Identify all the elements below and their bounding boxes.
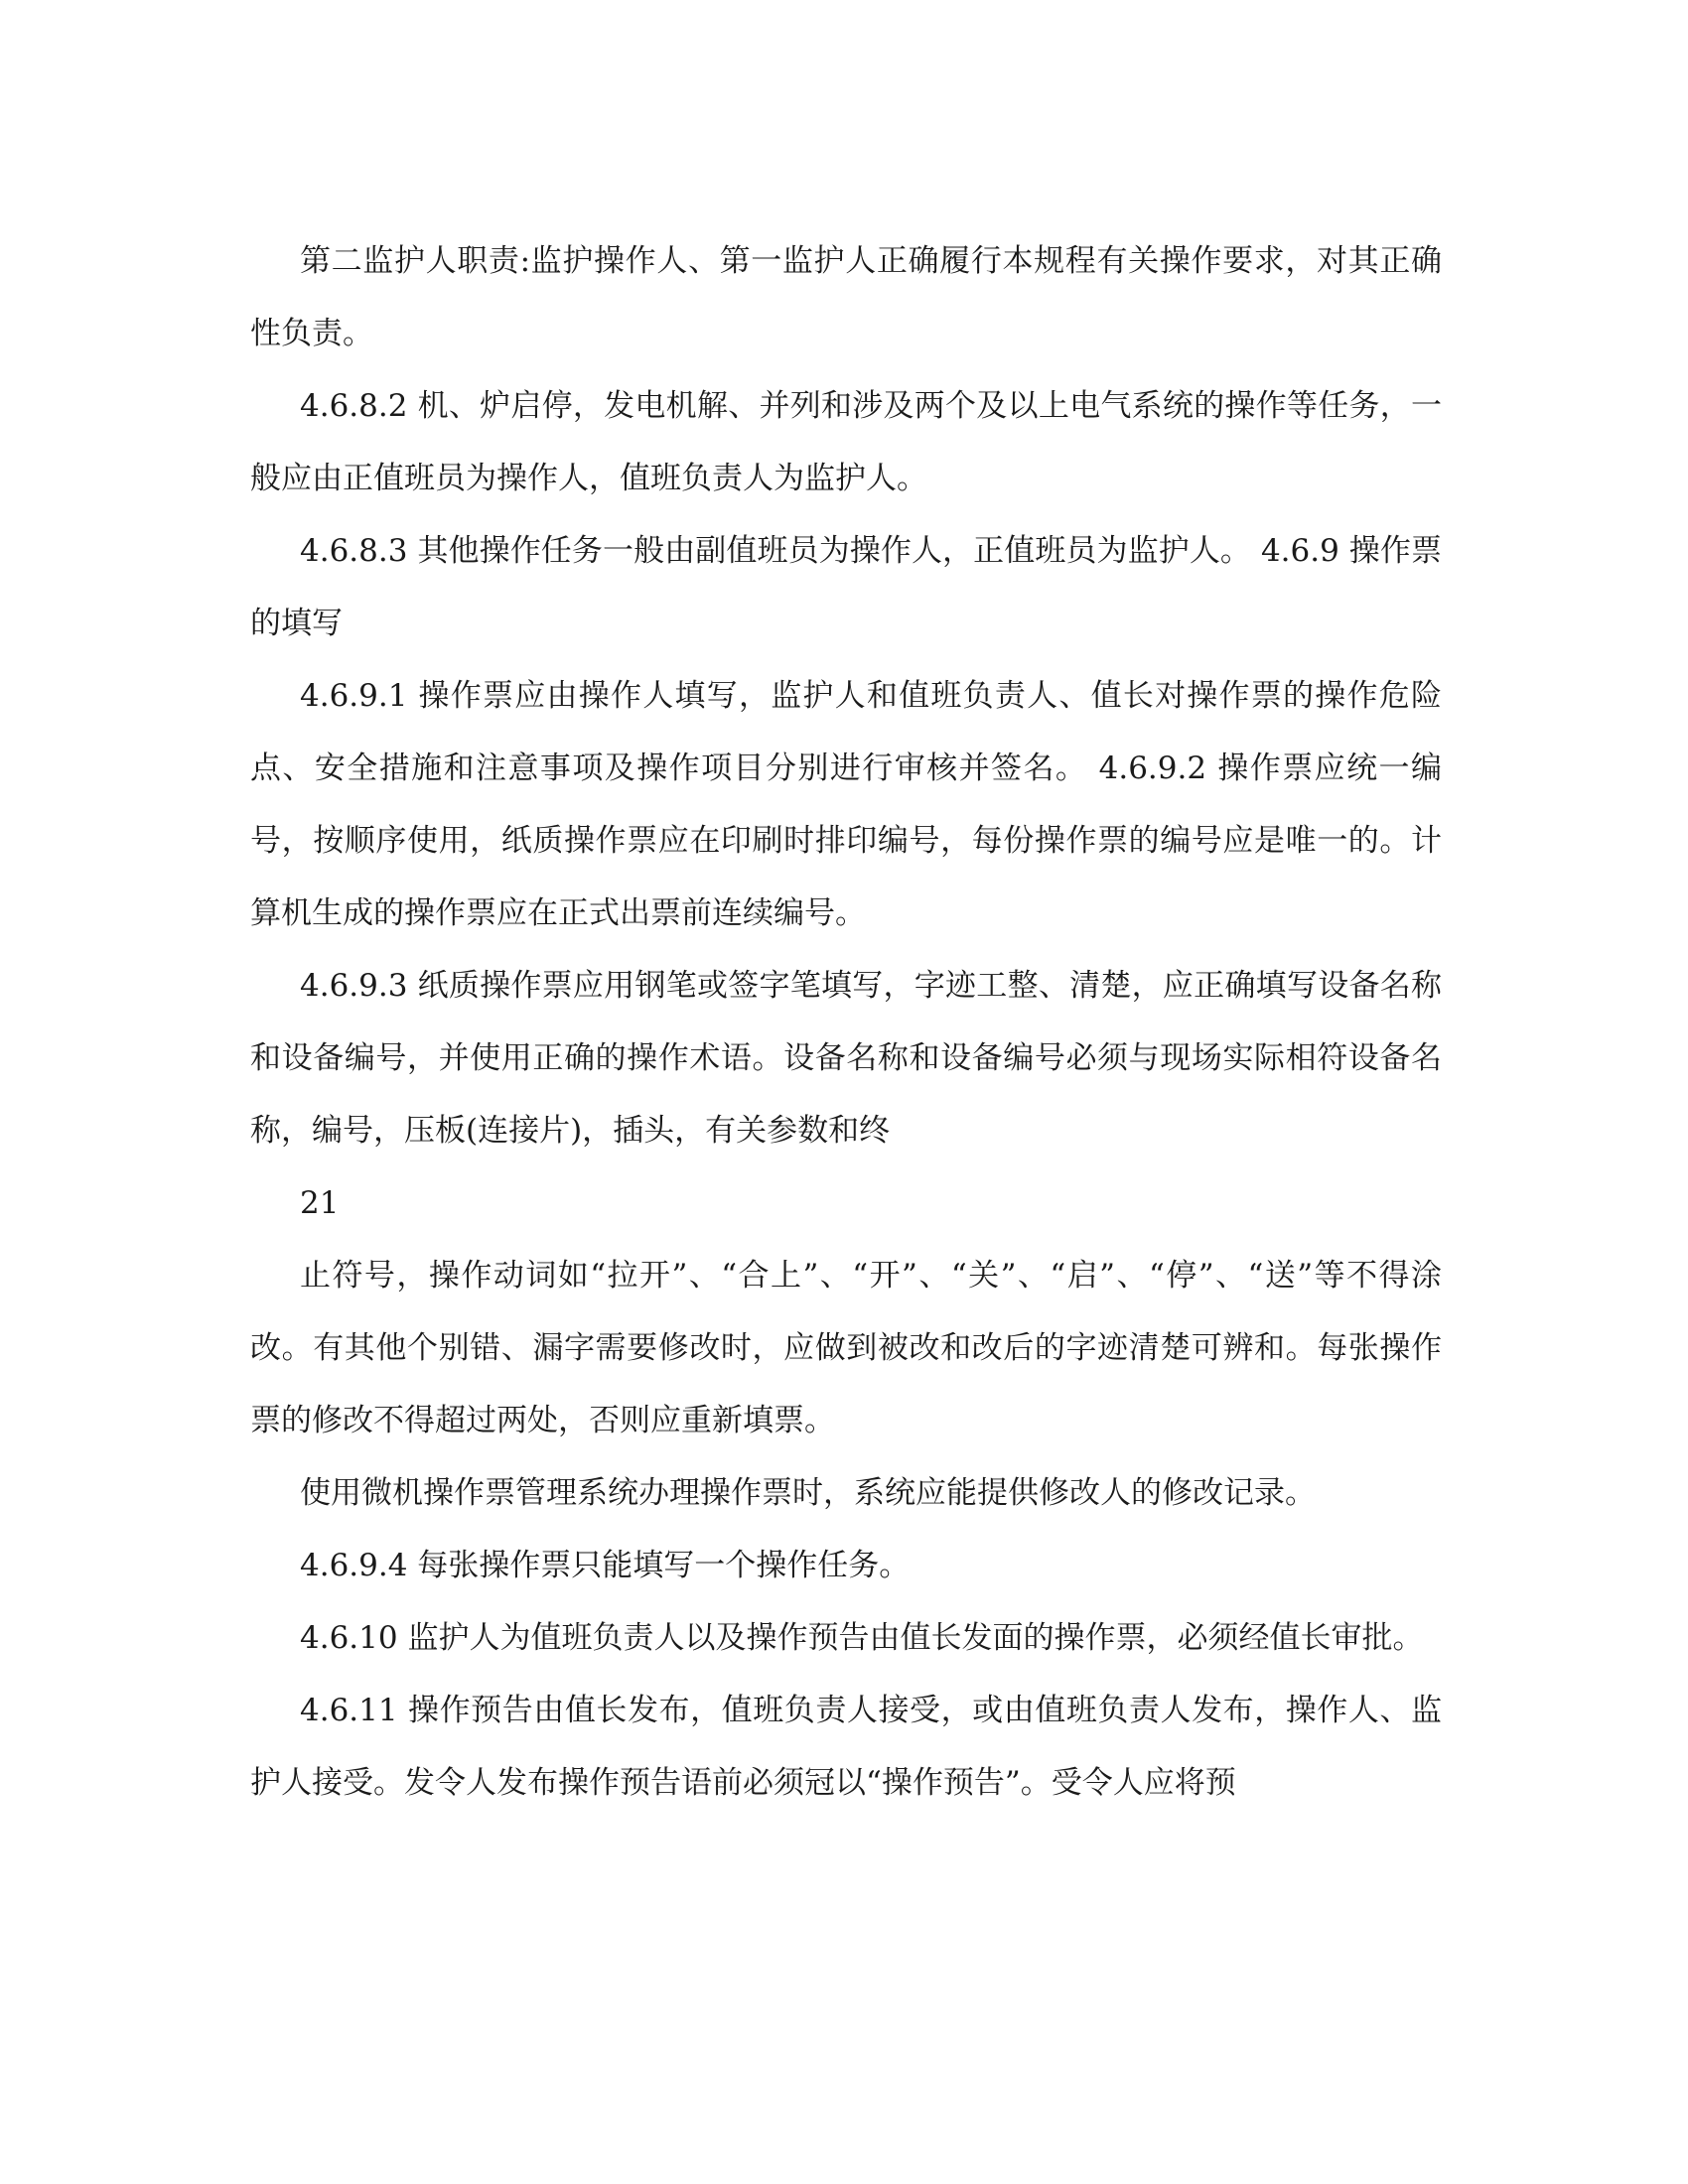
paragraph-4-6-10: 4.6.10 监护人为值班负责人以及操作预告由值长发面的操作票，必须经值长审批。 [300,1620,1424,1656]
paragraph-4-6-9-4: 4.6.9.4 每张操作票只能填写一个操作任务。 [300,1548,911,1583]
paragraph-4-6-8-3: 4.6.8.3 其他操作任务一般由副值班员为操作人，正值班员为监护人。 4.6.9 操作票的填写 [250,533,1442,641]
page-number: 21 [300,1185,340,1221]
paragraph-4-6-9-3: 4.6.9.3 纸质操作票应用钢笔或签字笔填写，字迹工整、清楚，应正确填写设备名称和设备编号，并使用正确的操作术语。设备名称和设备编号必须与现场实际相符设备名称，编号，压板(连接片)，插头，有关参数和终 [250,968,1442,1149]
paragraph-computer-ticket-system: 使用微机操作票管理系统办理操作票时，系统应能提供修改人的修改记录。 [300,1475,1316,1511]
paragraph-4-6-8-2: 4.6.8.2 机、炉启停，发电机解、并列和涉及两个及以上电气系统的操作等任务，一般应由正值班员为操作人，值班负责人为监护人。 [250,388,1442,496]
document-body [250,225,1442,1820]
paragraph-4-6-11: 4.6.11 操作预告由值长发布，值班负责人接受，或由值班负责人发布，操作人、监护人接受。发令人发布操作预告语前必须冠以“操作预告”。受令人应将预 [250,1693,1442,1801]
paragraph-4-6-9-1: 4.6.9.1 操作票应由操作人填写，监护人和值班负责人、值长对操作票的操作危险点、安全措施和注意事项及操作项目分别进行审核并签名。 4.6.9.2 操作票应统一编号，按顺序使用，纸质操作票应在印刷时排印编号，每份操作票的编号应是唯一的。计算机生成的操作票应在正式出票前连续编号。 [250,678,1442,931]
paragraph-terminal-symbols: 止符号，操作动词如“拉开”、“合上”、“开”、“关”、“启”、“停”、“送”等不得涂改。有其他个别错、漏字需要修改时，应做到被改和改后的字迹清楚可辨和。每张操作票的修改不得超过两处，否则应重新填票。 [250,1258,1442,1438]
paragraph-second-guardian-duty: 第二监护人职责:监护操作人、第一监护人正确履行本规程有关操作要求，对其正确性负责。 [250,243,1442,351]
